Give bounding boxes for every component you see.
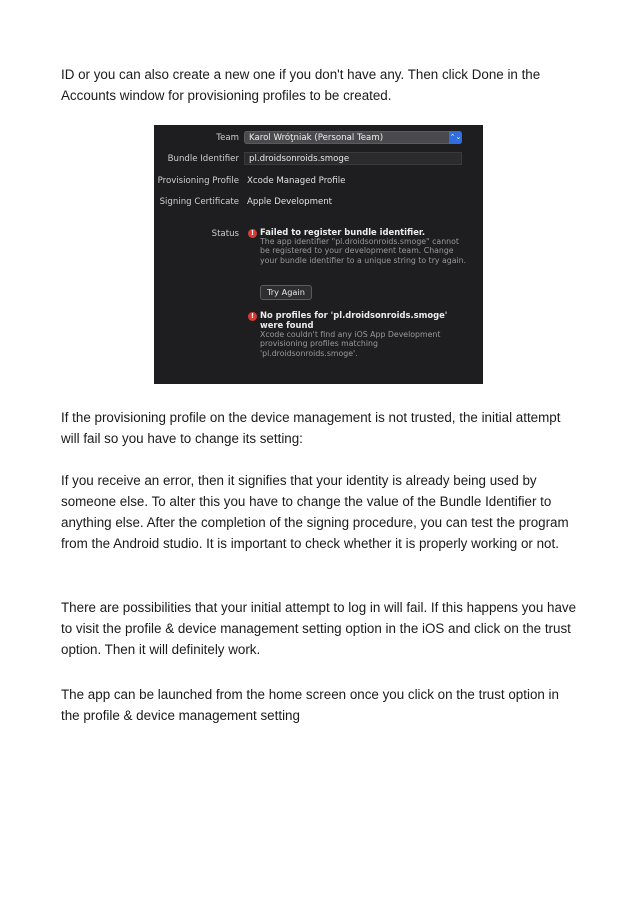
- error-body: Xcode couldn't find any iOS App Development provisioning profiles matching 'pl.droidsonroids.smoge'.: [260, 330, 441, 358]
- team-label: Team: [216, 133, 239, 143]
- paragraph-intro: ID or you can also create a new one if you don't have any. Then click Done in the Accounts window for provisioning profiles to be created.: [61, 67, 541, 103]
- popup-chevron-icon: ⌃⌄: [449, 131, 462, 144]
- provisioning-profile-label: Provisioning Profile: [157, 176, 239, 186]
- error-title: Failed to register bundle identifier.: [260, 227, 426, 237]
- xcode-signing-screenshot: [154, 125, 483, 384]
- error-icon: !: [248, 229, 257, 238]
- try-again-button[interactable]: Try Again: [260, 285, 312, 300]
- error-title: No profiles for 'pl.droidsonroids.smoge' were found: [260, 310, 448, 330]
- error-body: The app identifier "pl.droidsonroids.smoge" cannot be registered to your development team. Change your bundle identifier to a unique string to try again.: [260, 237, 467, 265]
- paragraph-launch: The app can be launched from the home screen once you click on the trust option in the profile & device management setting: [61, 687, 559, 723]
- status-label: Status: [211, 229, 239, 239]
- provisioning-profile-value: Xcode Managed Profile: [247, 176, 346, 186]
- signing-certificate-value: Apple Development: [247, 197, 333, 207]
- bundle-row: [154, 152, 483, 166]
- bundle-identifier-label: Bundle Identifier: [167, 154, 239, 164]
- error-icon: !: [248, 312, 257, 321]
- team-popup[interactable]: [244, 131, 462, 144]
- team-row: [154, 131, 483, 145]
- error-message-bundle: [260, 227, 470, 265]
- bundle-identifier-value: pl.droidsonroids.smoge: [249, 154, 350, 164]
- bundle-identifier-field[interactable]: [244, 152, 462, 165]
- certificate-row: [154, 195, 483, 209]
- profile-row: [154, 174, 483, 188]
- signing-certificate-label: Signing Certificate: [159, 197, 239, 207]
- paragraph-error: If you receive an error, then it signifies that your identity is already being used by someone else. To alter this you have to change the value of the Bundle Identifier to anything else. After the completion of the signing procedure, you can test the program from the Android studio. It is important to check whether it is properly working or not.: [61, 473, 569, 551]
- paragraph-login: There are possibilities that your initial attempt to log in will fail. If this happens you have to visit the profile & device management setting option in the iOS and click on the trust option. Then it will definitely work.: [61, 600, 577, 657]
- error-message-profiles: [260, 310, 470, 358]
- paragraph-trust: If the provisioning profile on the device management is not trusted, the initial attempt will fail so you have to change its setting:: [61, 410, 561, 446]
- team-value: Karol Wróţniak (Personal Team): [249, 133, 384, 143]
